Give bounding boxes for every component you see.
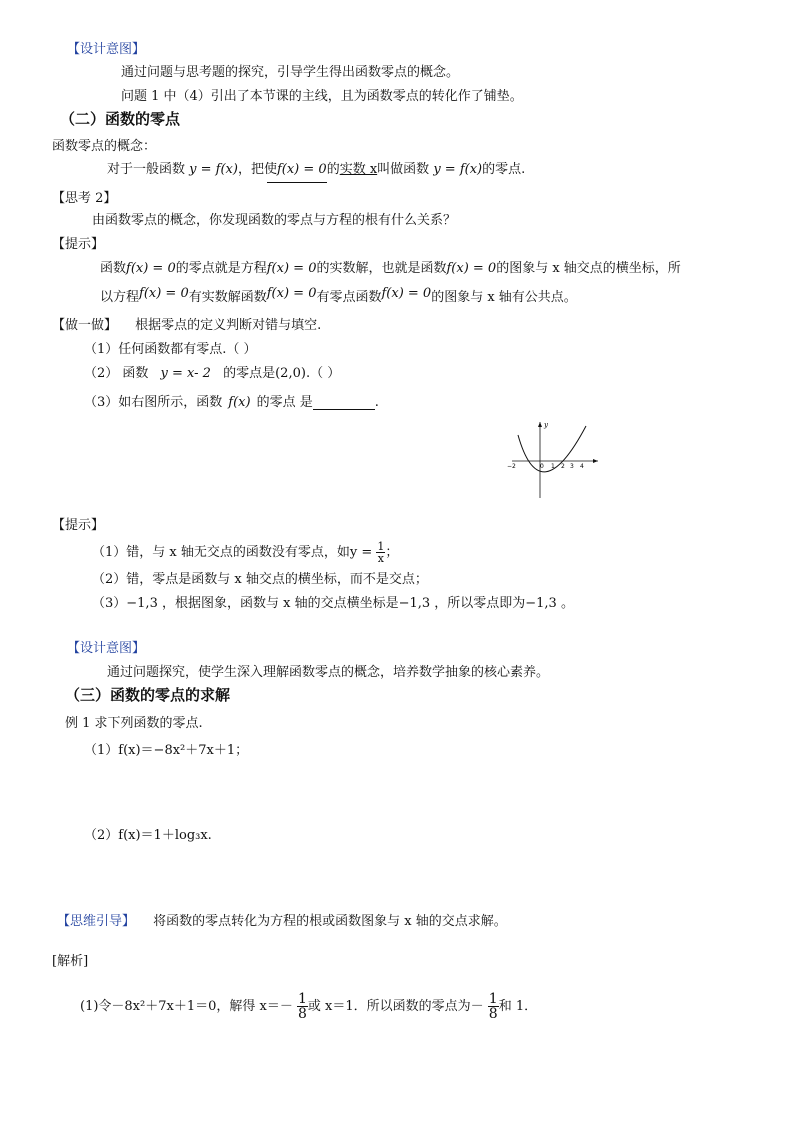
- fraction-numerator: 1: [297, 991, 307, 1007]
- fraction: [488, 992, 499, 1021]
- design-intent-line: 通过问题探究，使学生深入理解函数零点的概念，培养数学抽象的核心素养。: [107, 665, 550, 680]
- x-axis-arrow: [593, 459, 598, 463]
- y-axis-arrow: [538, 422, 542, 427]
- text-span: 有零点函数: [316, 290, 382, 305]
- example-title: 例 1 求下列函数的零点.: [65, 716, 203, 731]
- fraction-numerator: 1: [488, 991, 498, 1007]
- y-axis-label: y: [544, 421, 548, 429]
- point-value: (2,0): [275, 366, 306, 381]
- solution-line: [80, 992, 537, 1021]
- thinking-guide: [57, 910, 507, 929]
- analysis-label: [解析]: [52, 954, 89, 969]
- text-span: ；: [385, 545, 399, 560]
- tick-label: −2: [507, 463, 516, 470]
- text-span: 的零点.: [482, 162, 526, 177]
- tick-label: 2: [561, 463, 565, 470]
- math-expr: f(x) = 0: [126, 261, 176, 276]
- text-span: 的零点就是方程: [175, 261, 267, 276]
- tick-label: 0: [540, 463, 544, 470]
- design-intent-line: 通过问题与思考题的探究，引导学生得出函数零点的概念。: [121, 65, 460, 80]
- tick-label: 4: [580, 463, 584, 470]
- underlined-text: 实数 x: [339, 162, 378, 177]
- text-span: .: [374, 395, 379, 410]
- fraction-denominator: 8: [297, 1006, 307, 1022]
- try-instruction: 根据零点的定义判断对错与填空.: [135, 318, 322, 333]
- math-expr: f(x) = 0: [266, 261, 317, 276]
- text-span: 的图象与 x 轴交点的横坐标，所: [496, 261, 681, 276]
- fraction-denominator: x: [377, 552, 384, 565]
- fraction-numerator: 1: [377, 540, 385, 553]
- math-expr: f(x) = 0: [139, 286, 189, 301]
- design-intent-label: 【设计意图】: [67, 42, 146, 57]
- fraction: [297, 992, 308, 1021]
- problem-2: （2）f(x)＝1＋log₃x.: [84, 828, 212, 843]
- answer-3: （3）−1,3 ，根据图象，函数与 x 轴的交点横坐标是−1,3 ，所以零点即为−1,3 。: [92, 596, 574, 611]
- design-intent-line: 问题 1 中（4）引出了本节课的主线，且为函数零点的转化作了铺垫。: [121, 89, 523, 104]
- think-question: 由函数零点的概念，你发现函数的零点与方程的根有什么关系？: [92, 213, 457, 228]
- text-span: 的图象与 x 轴有公共点。: [431, 290, 577, 305]
- text-span: 和 1．: [498, 999, 538, 1014]
- math-expr: f(x): [228, 395, 251, 410]
- question-2: [84, 362, 340, 381]
- math-expr: f(x) = 0: [446, 261, 497, 276]
- text-span: 的实数解，也就是函数: [316, 261, 447, 276]
- design-intent-label: 【设计意图】: [67, 641, 146, 656]
- question-1: （1）任何函数都有零点.（ ）: [84, 342, 257, 357]
- fraction-denominator: 8: [488, 1006, 498, 1022]
- problem-1: （1）f(x)＝−8x²＋7x＋1；: [84, 743, 249, 758]
- thinking-guide-label: 【思维引导】: [57, 914, 136, 929]
- section-heading: （二）函数的零点: [60, 110, 181, 128]
- answer-1: [92, 541, 398, 564]
- concept-label: 函数零点的概念：: [52, 139, 157, 154]
- fill-blank: [267, 182, 327, 183]
- try-label: [52, 314, 321, 333]
- text-span: 函数: [100, 261, 127, 276]
- text-span: （1）错，与 x 轴无交点的函数没有零点，如y =: [92, 545, 373, 560]
- math-expr: f(x) = 0: [266, 286, 317, 301]
- text-span: 有实数解函数: [188, 290, 267, 305]
- text-span: （3）如右图所示，函数: [84, 395, 223, 410]
- text-span: (1)令－8x²＋7x＋1＝0，解得 x＝－: [80, 999, 293, 1014]
- hint-label: 【提示】: [52, 518, 105, 533]
- think-label: 【思考 2】: [52, 191, 117, 206]
- text-span: （2） 函数: [84, 366, 149, 381]
- answer-2: （2）错，零点是函数与 x 轴交点的横坐标，而不是交点；: [92, 572, 428, 587]
- text-span: 的零点是: [223, 366, 276, 381]
- math-expr: f(x) = 0: [381, 286, 432, 301]
- function-graph: [500, 418, 604, 500]
- question-3: [84, 391, 379, 410]
- text-span: 的: [326, 162, 340, 177]
- try-label-text: 【做一做】: [52, 318, 118, 333]
- definition-line: [107, 158, 525, 177]
- hint-line: [100, 257, 681, 276]
- hint-line: [100, 286, 577, 305]
- text-span: 或 x＝1．所以函数的零点为－: [307, 999, 484, 1014]
- hint-label: 【提示】: [52, 237, 105, 252]
- fill-blank: [313, 395, 375, 410]
- text-span: ，把使: [237, 162, 277, 177]
- text-span: 的零点 是: [256, 395, 313, 410]
- text-span: 以方程: [100, 290, 140, 305]
- thinking-guide-text: 将函数的零点转化为方程的根或函数图象与 x 轴的交点求解。: [153, 914, 507, 929]
- math-expr: y = x- 2: [160, 366, 211, 381]
- math-expr: y = f(x): [189, 162, 238, 177]
- section-heading: （三）函数的零点的求解: [65, 686, 231, 704]
- text-span: 叫做函数: [377, 162, 430, 177]
- tick-label: 1: [551, 463, 555, 470]
- text-span: 对于一般函数: [107, 162, 186, 177]
- text-span: .（ ）: [305, 366, 341, 381]
- math-expr: y = f(x): [433, 162, 483, 177]
- tick-label: 3: [570, 463, 574, 470]
- math-expr: f(x) = 0: [276, 162, 327, 177]
